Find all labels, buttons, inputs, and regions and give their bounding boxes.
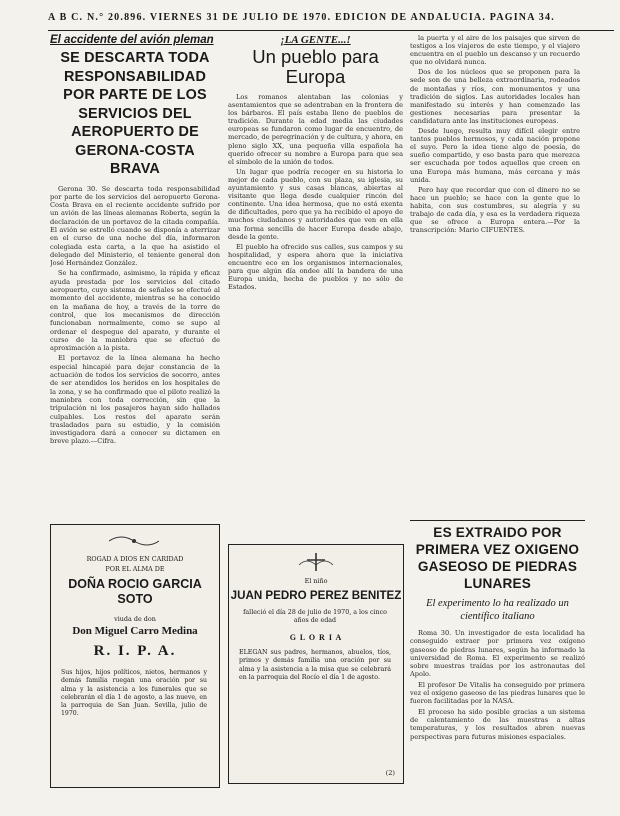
masthead: A B C. N.° 20.896. VIERNES 31 DE JULIO DE 1970. EDICION DE ANDALUCIA. PAGINA 34. [48, 12, 555, 23]
obituary-left-line2: POR EL ALMA DE [105, 565, 165, 573]
left-headline: SE DESCARTA TODA RESPONSABILIDAD POR PARTE DE LOS SERVICIOS DEL AEROPUERTO DE GERONA-COSTA BRAVA [60, 50, 210, 177]
left-paragraph: Se ha confirmado, asimismo, la rápida y eficaz ayuda prestada por los servicios del citado aeropuerto, cuyo sistema de señales se efectuó al momento del accidente, mientras se ha conocido en la mañana de hoy, a través de la torre de control, que los mecanismos de dirección funcionaban normalmente, como se supo al ordenar el despegue del aparato, y durante el curso de la maniobra que se efectuó de aproximación a la pista. [50, 269, 220, 353]
middle-column [228, 34, 403, 518]
oxygen-subhead: El experimento lo ha realizado un científico italiano [426, 598, 569, 622]
middle-paragraph: Un lugar que podría recoger en su historia lo mejor de cada pueblo, con su plaza, su iglesia, su ayuntamiento y sus casas blancas, abiertas al visitante que llega desde cualquier rincón del continente. Una idea hermosa, que no está exenta de dificultades, pero que ya ha recibido el apoyo de muchos ciudadanos y autoridades que ven en ella una forma sencilla de hacer Europa desde abajo, desde la gente. [228, 167, 403, 241]
right-column [410, 34, 580, 514]
obituary-left [50, 524, 220, 788]
oxygen-headline: ES EXTRAIDO POR PRIMERA VEZ OXIGENO GASEOSO DE PIEDRAS LUNARES [415, 525, 580, 591]
left-kicker: El accidente del avión pleman [50, 34, 214, 46]
obituary-middle [228, 544, 404, 784]
ornament-icon [109, 533, 159, 549]
right-paragraph: Desde luego, resulta muy difícil elegir entre tantos pueblos hermosos, y cada nación propone el suyo. Pero la idea tiene algo de poesía, de sueño compartido, y eso basta para que merezca ser escuchada por todos aquellos que creen en una Europa más humana, más cercana y más unida. [410, 127, 580, 184]
cross-ornament-icon [297, 551, 335, 573]
feature-title: Un pueblo para Europa [252, 46, 379, 87]
obituary-left-name: DOÑA ROCIO GARCIA SOTO [68, 577, 202, 606]
right-paragraph: Pero hay que recordar que con el dinero no se hace un pueblo; se hace con la gente que lo habita, con sus costumbres, su alegría y su trabajo de cada día, y esa es la verdadera riqueza que se ofrece a Europa entera.—Por la transcripción: Mario CIFUENTES. [410, 185, 580, 235]
masthead-rule [48, 30, 614, 31]
middle-paragraph: El pueblo ha ofrecido sus calles, sus campos y su hospitalidad, y espera ahora que la iniciativa encuentre eco en los organismos internacionales, para que algún día ondee allí la bandera de una Europa unida, hecha de pueblos y no sólo de Estados. [228, 242, 403, 292]
oxygen-paragraph: El profesor De Vitalis ha conseguido por primera vez el oxígeno gaseoso de las piedras lunares que le fueron facilitadas por la NASA. [410, 680, 585, 706]
oxygen-paragraph: El proceso ha sido posible gracias a un sistema de calentamiento de las muestras a altas temperaturas, y los resultados abren nuevas perspectivas para futuras misiones espaciales. [410, 707, 585, 741]
obituary-left-line3: viuda de don [114, 615, 156, 623]
obituary-left-ripa: R. I. P. A. [93, 643, 177, 659]
obituary-middle-name: JUAN PEDRO PEREZ BENITEZ [230, 589, 402, 602]
right-paragraph: Dos de los núcleos que se proponen para la sede son de una belleza extraordinaria, rodeados de montañas y ríos, con monumentos y una tradición de siglos. Las autoridades locales han manifestado su interés y han comenzado las gestiones necesarias para presentar la candidatura ante las instituciones europeas. [410, 68, 580, 125]
left-column [50, 34, 220, 494]
left-paragraph: El portavoz de la línea alemana ha hecho especial hincapié para dejar constancia de la actuación de todos los servicios de socorro, antes de ser atendidos los heridos en los hospitales de la zona, y se ha confirmado que el piloto realizó la maniobra con toda corrección, sin que la tripulación ni los pasajeros hayan sido hallados culpables. Los restos del aparato serán trasladados para su estudio, y la comisión investigadora dará a conocer su dictamen en breve plazo.—Cifra. [50, 354, 220, 446]
obituary-middle-footer: (2) [385, 769, 395, 777]
section-title: ¡LA GENTE...! [280, 34, 351, 46]
oxygen-article [410, 524, 585, 804]
obituary-middle-text: ELEGAN sus padres, hermanos, abuelos, tíos, primos y demás familia una oración por su alma y la asistencia a la misa que se celebrará en la parroquia del Rocío el día 1 de agosto. [239, 649, 391, 682]
left-paragraph: Gerona 30. Se descarta toda responsabilidad por parte de los servicios del aeropuerto Gerona-Costa Brava en el reciente accidente sufrido por un avión de las líneas alemanas Roberta, según la declaración de un portavoz de la citada compañía. El avión se estrelló cuando se disponía a aterrizar en el curso de una noche del día, informaron colegiada esta carta, a la que ha asistido el delegado del Ministerio, el teniente general don José Hernández González. [50, 184, 220, 268]
obituary-middle-line1: El niño [304, 577, 328, 585]
obituary-left-line1: ROGAD A DIOS EN CARIDAD [86, 555, 184, 563]
obituary-left-text: Sus hijos, hijos políticos, nietos, hermanos y demás familia ruegan una oración por su alma y la asistencia a los funerales que se celebrarán el día 1 de agosto, a las nueve, en la parroquia de San Juan. Sevilla, julio de 1970. [61, 669, 207, 718]
obituary-middle-gloria: G L O R I A [289, 633, 343, 642]
oxygen-rule [410, 520, 585, 521]
obituary-middle-line2: falleció el día 28 de julio de 1970, a los cinco años de edad [243, 609, 387, 625]
obituary-left-husband: Don Miguel Carro Medina [72, 625, 198, 637]
right-paragraph: la puerta y el aire de los paisajes que sirven de testigos a los viajeros de este tiempo, y el viajero encuentra en el pueblo un descanso y un recuerdo que no olvidará nunca. [410, 34, 580, 67]
middle-paragraph: Los romanos alentaban las colonias y asentamientos que se adentraban en la frontera de los bárbaros. El país estaba lleno de pueblos de tradición. Durante la edad media las ciudades europeas se fundaron como lugar de encuentro, de mercado, de peregrinación y de cultura, y ahora, en pleno siglo XX, una pequeña villa española ha querido ofrecer su nombre a Europa para que sea el símbolo de la unión de todos. [228, 93, 403, 166]
oxygen-paragraph: Roma 30. Un investigador de esta localidad ha conseguido extraer por primera vez oxígeno gaseoso de piedras lunares, según ha informado la universidad de Roma. El experimento se realizó sobre muestras traídas por los astronautas del Apolo. [410, 629, 585, 679]
